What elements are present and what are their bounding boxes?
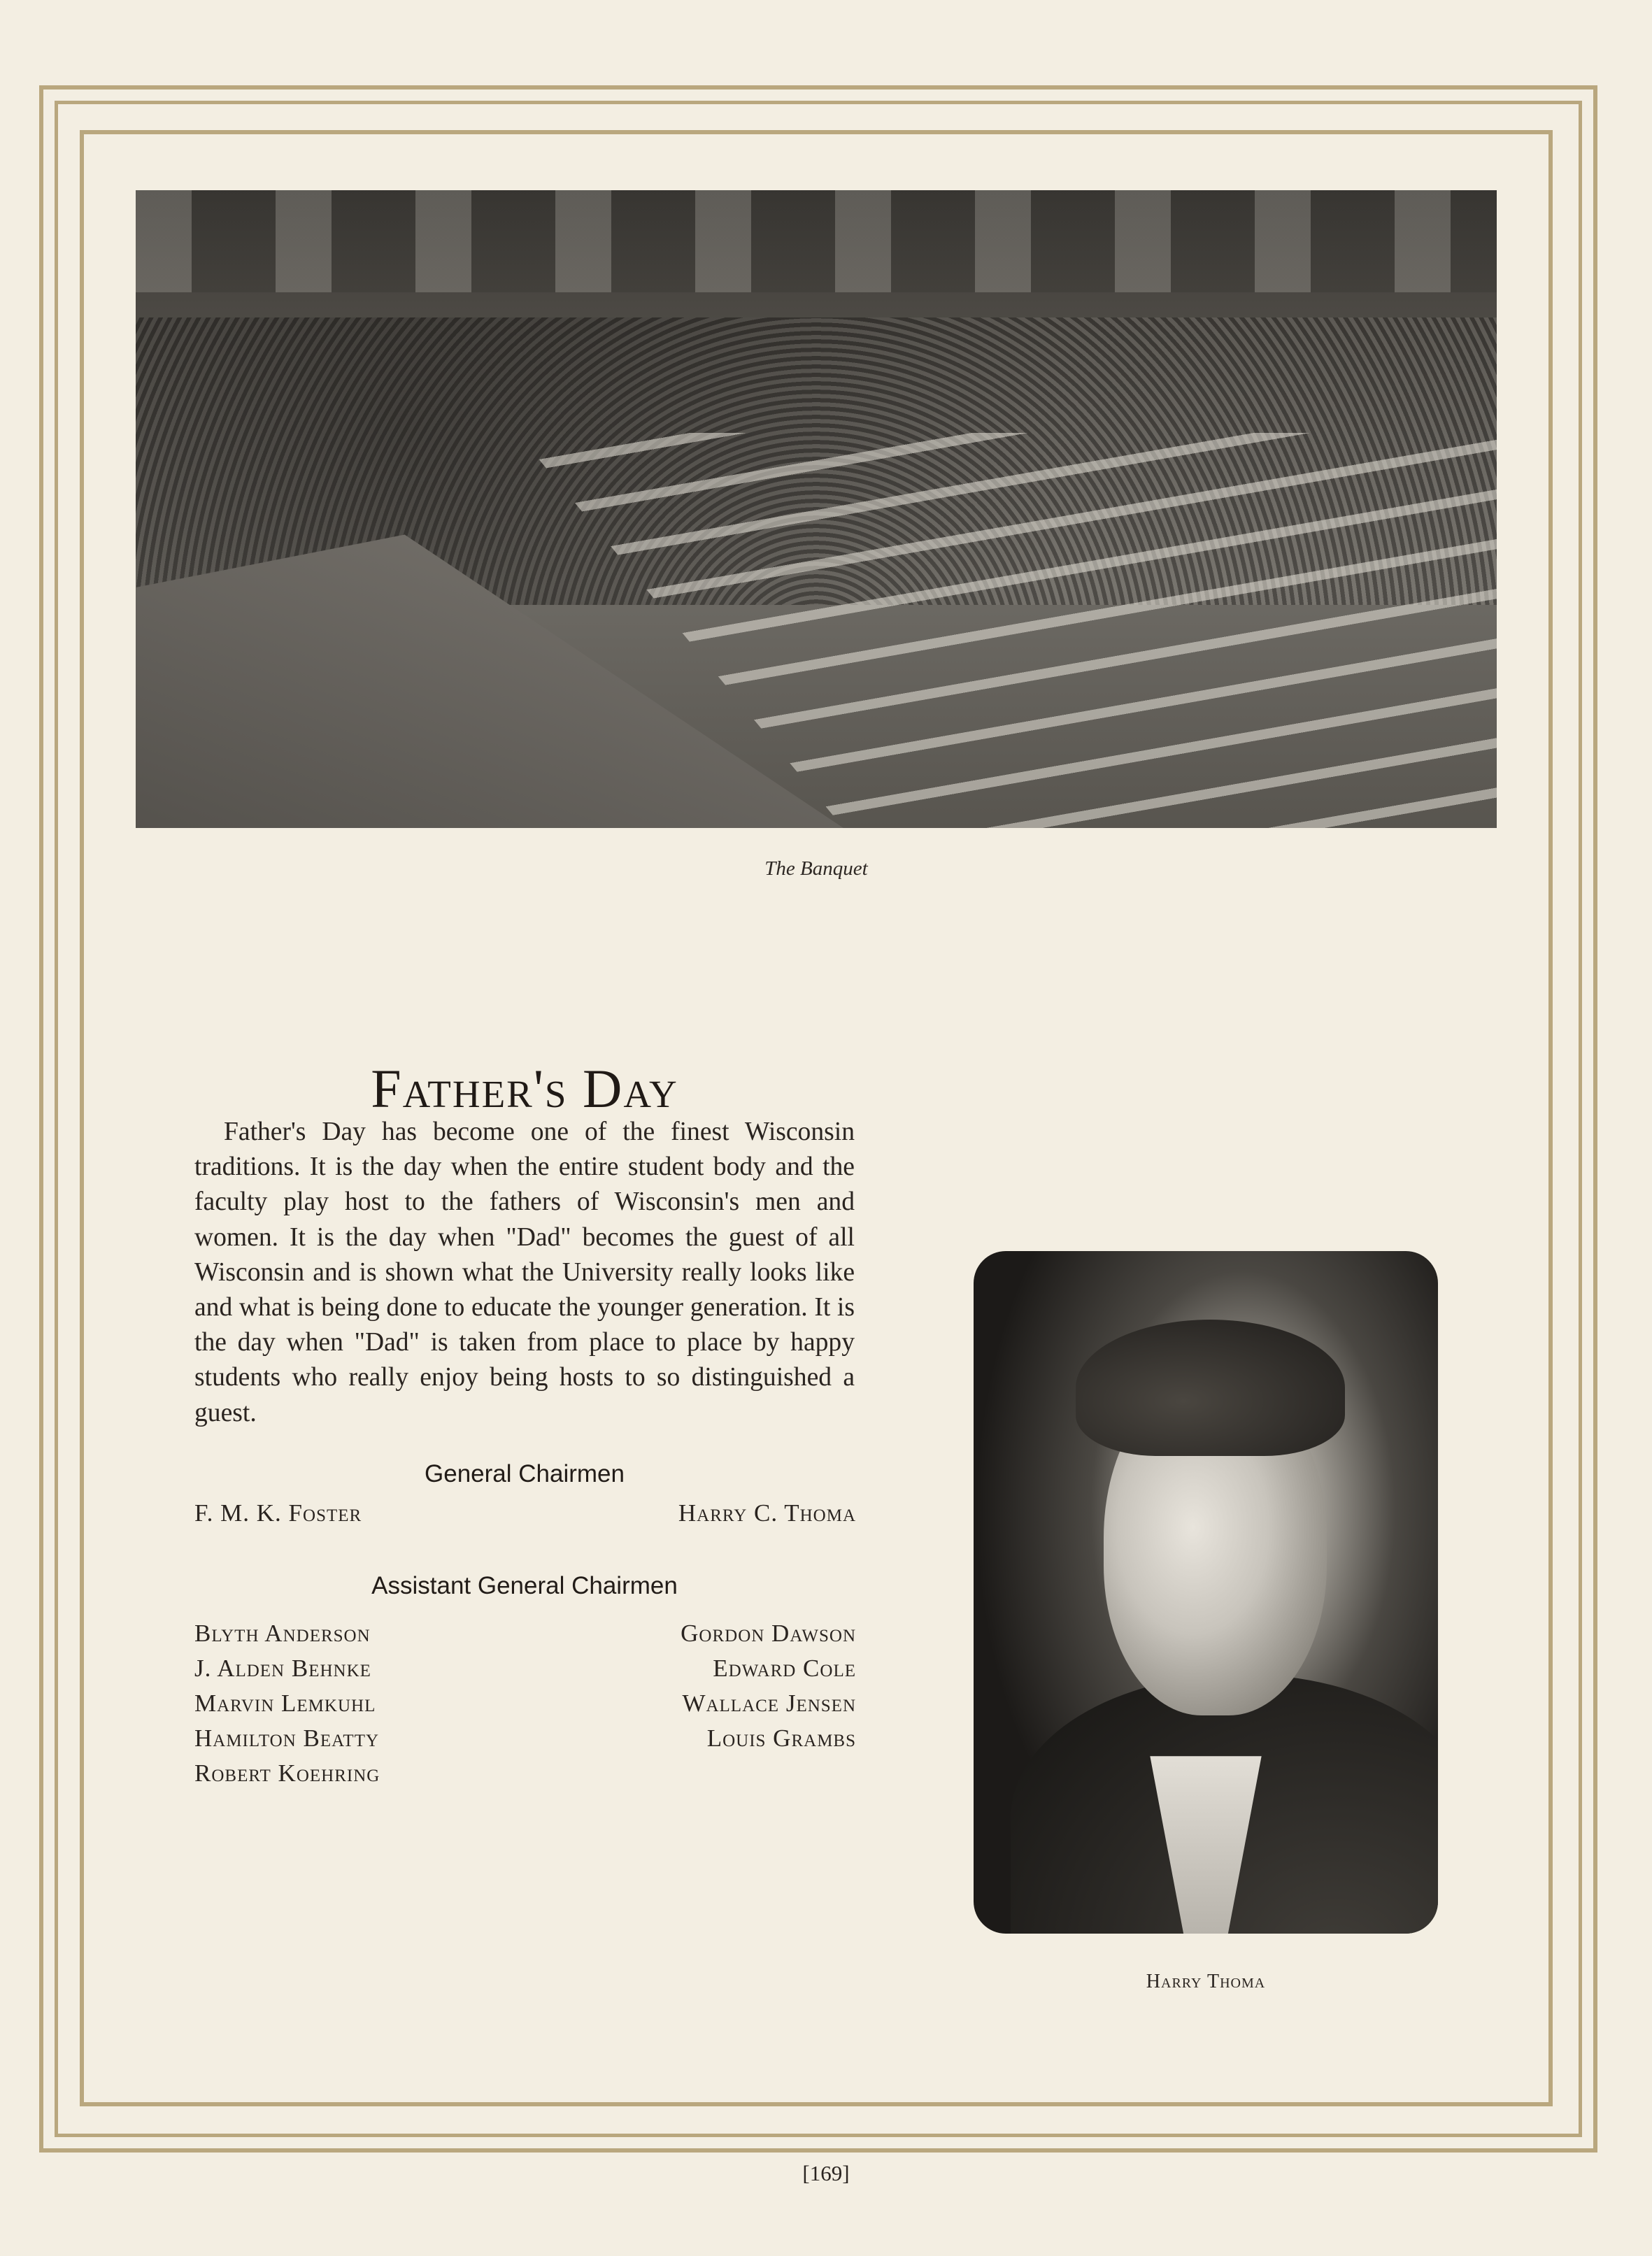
assistant-chairman-right: Gordon Dawson	[681, 1620, 856, 1647]
banquet-caption: The Banquet	[764, 857, 868, 880]
banquet-photo	[136, 190, 1497, 828]
assistant-general-chairmen-title: Assistant General Chairmen	[371, 1572, 678, 1599]
general-chairmen-title: General Chairmen	[425, 1460, 625, 1487]
assistant-chairman-left: Robert Koehring	[194, 1759, 380, 1787]
portrait-hair	[1076, 1320, 1345, 1456]
assistant-chairman-left: Hamilton Beatty	[194, 1725, 380, 1752]
body-paragraph	[194, 1115, 855, 1431]
gym-windows	[136, 190, 1497, 292]
assistant-chairman-right: Wallace Jensen	[682, 1690, 856, 1717]
assistant-chairman-left: Marvin Lemkuhl	[194, 1690, 376, 1717]
general-chairman-right: Harry C. Thoma	[678, 1499, 856, 1527]
portrait-caption: Harry Thoma	[1146, 1971, 1266, 1992]
page-title: Father's Day	[371, 1058, 678, 1120]
assistant-chairman-right: Louis Grambs	[706, 1725, 856, 1752]
general-chairman-left: F. M. K. Foster	[194, 1499, 362, 1527]
assistant-chairman-left: Blyth Anderson	[194, 1620, 371, 1647]
portrait-photo	[974, 1251, 1438, 1934]
assistant-chairman-left: J. Alden Behnke	[194, 1655, 371, 1682]
page-number: [169]	[802, 2161, 850, 2185]
body-text: Father's Day has become one of the finest Wisconsin traditions. It is the day when the entire student body and the faculty play host to the fathers of Wisconsin's men and women. It is the day when "Dad" becomes the guest of all Wisconsin and is shown what the University really looks like and what is being done to educate the younger generation. It is the day when "Dad" is taken from place to place by happy students who really enjoy being hosts to so distinguished a guest.	[194, 1118, 855, 1427]
assistant-chairman-right: Edward Cole	[713, 1655, 856, 1682]
